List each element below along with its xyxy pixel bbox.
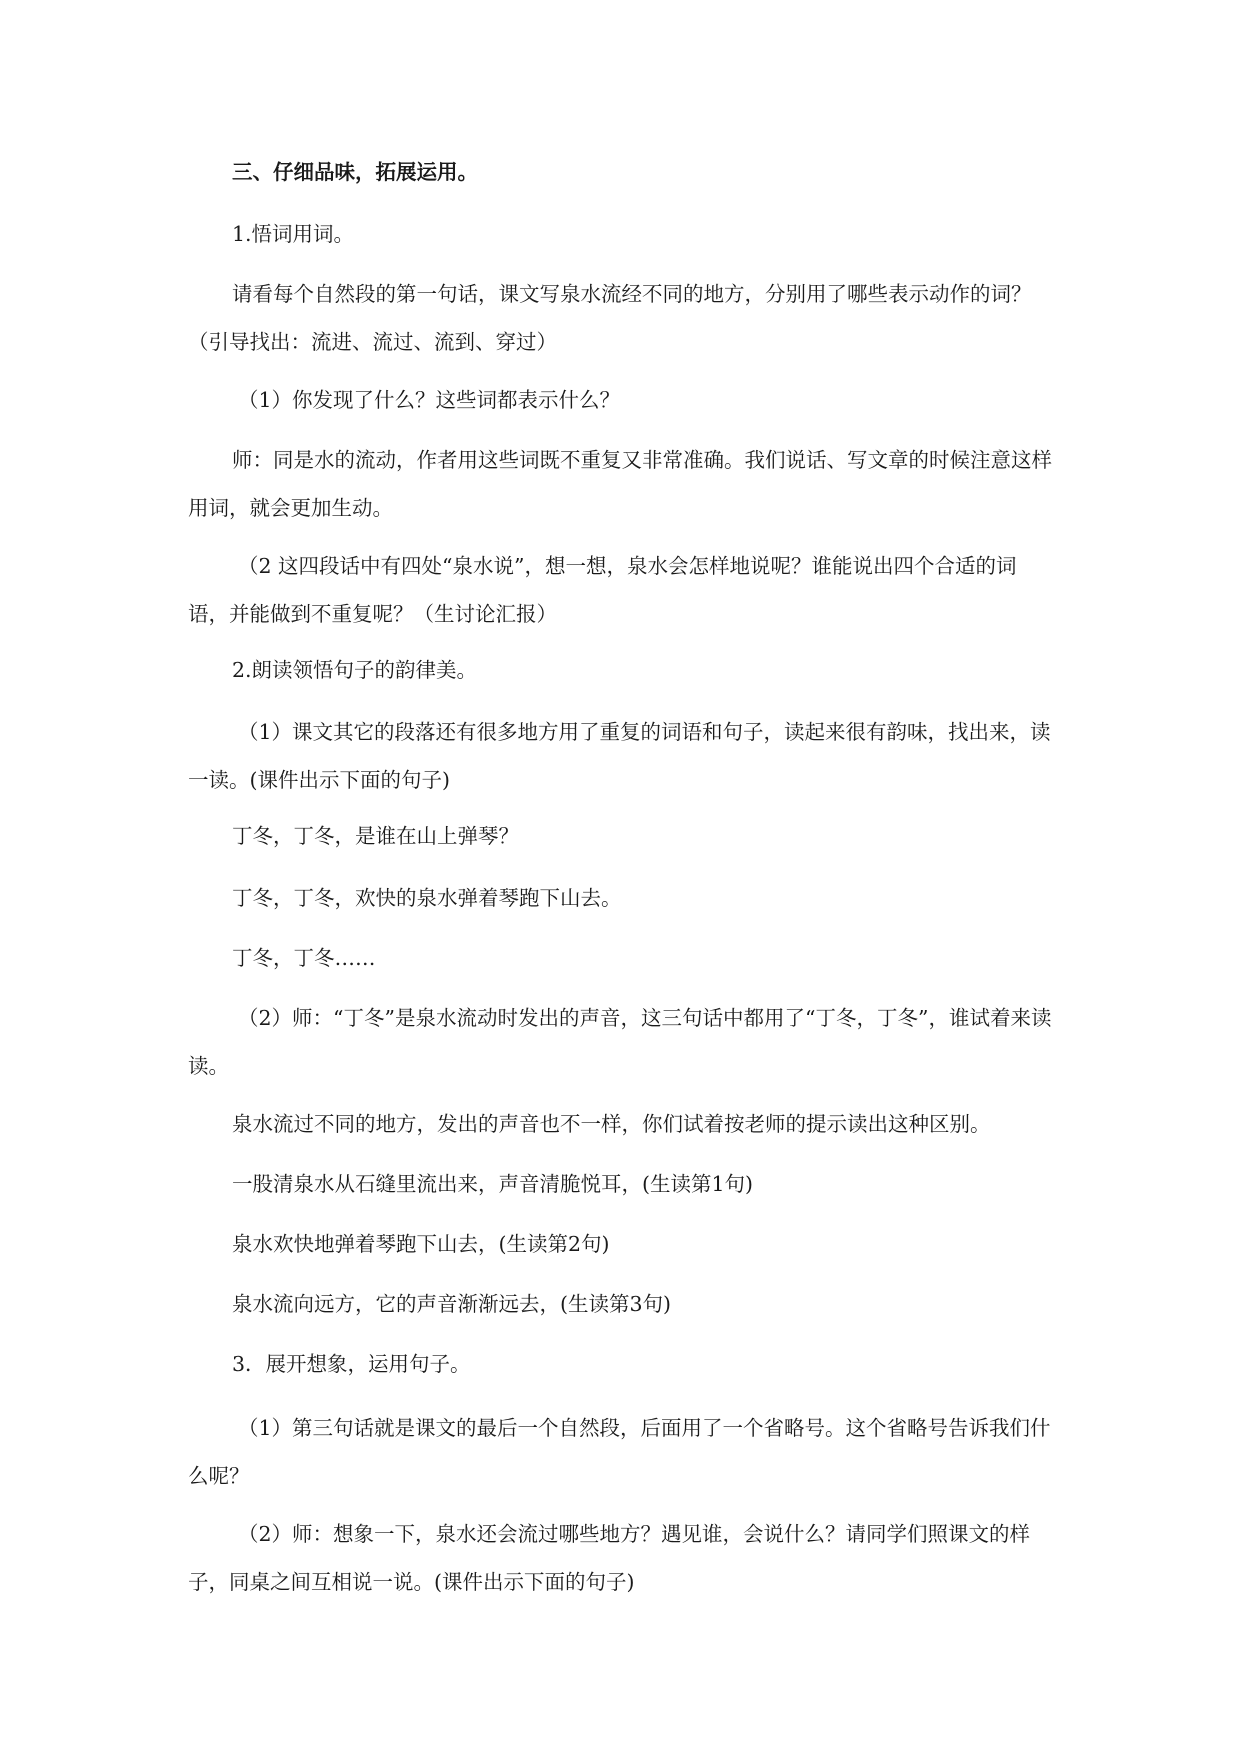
paragraph: 一股清泉水从石缝里流出来，声音清脆悦耳，(生读第1句) <box>232 1172 754 1196</box>
section-heading: 三、仔细品味，拓展运用。 <box>232 160 478 184</box>
paragraph: 泉水欢快地弹着琴跑下山去，(生读第2句) <box>232 1232 610 1256</box>
paragraph: 师：同是水的流动，作者用这些词既不重复又非常准确。我们说话、写文章的时候注意这样用词，就会更加生动。 <box>188 448 1052 520</box>
paragraph: （2 这四段话中有四处“泉水说”，想一想，泉水会怎样地说呢？谁能说出四个合适的词语，并能做到不重复呢？（生讨论汇报） <box>188 554 1017 626</box>
paragraph: 丁冬，丁冬，是谁在山上弹琴？ <box>232 824 519 848</box>
paragraph: （1）你发现了什么？这些词都表示什么？ <box>238 388 621 412</box>
paragraph: 丁冬，丁冬…… <box>232 946 376 970</box>
paragraph: （2）师：想象一下，泉水还会流过哪些地方？遇见谁，会说什么？请同学们照课文的样子，同桌之间互相说一说。(课件出示下面的句子) <box>188 1522 1031 1594</box>
paragraph: （1）课文其它的段落还有很多地方用了重复的词语和句子，读起来很有韵味，找出来，读一读。(课件出示下面的句子) <box>188 720 1051 792</box>
paragraph: 2.朗读领悟句子的韵律美。 <box>232 658 478 682</box>
paragraph: （2）师：“丁冬”是泉水流动时发出的声音，这三句话中都用了“丁冬，丁冬”，谁试着来读读。 <box>188 1006 1052 1078</box>
paragraph: 3．展开想象，运用句子。 <box>232 1352 471 1376</box>
paragraph: 泉水流向远方，它的声音渐渐远去，(生读第3句) <box>232 1292 672 1316</box>
paragraph: （1）第三句话就是课文的最后一个自然段，后面用了一个省略号。这个省略号告诉我们什么呢？ <box>188 1416 1051 1488</box>
paragraph: 丁冬，丁冬，欢快的泉水弹着琴跑下山去。 <box>232 886 622 910</box>
paragraph: 1.悟词用词。 <box>232 222 355 246</box>
paragraph: 请看每个自然段的第一句话，课文写泉水流经不同的地方，分别用了哪些表示动作的词？（引导找出：流进、流过、流到、穿过） <box>188 282 1032 354</box>
paragraph: 泉水流过不同的地方，发出的声音也不一样，你们试着按老师的提示读出这种区别。 <box>232 1112 991 1136</box>
